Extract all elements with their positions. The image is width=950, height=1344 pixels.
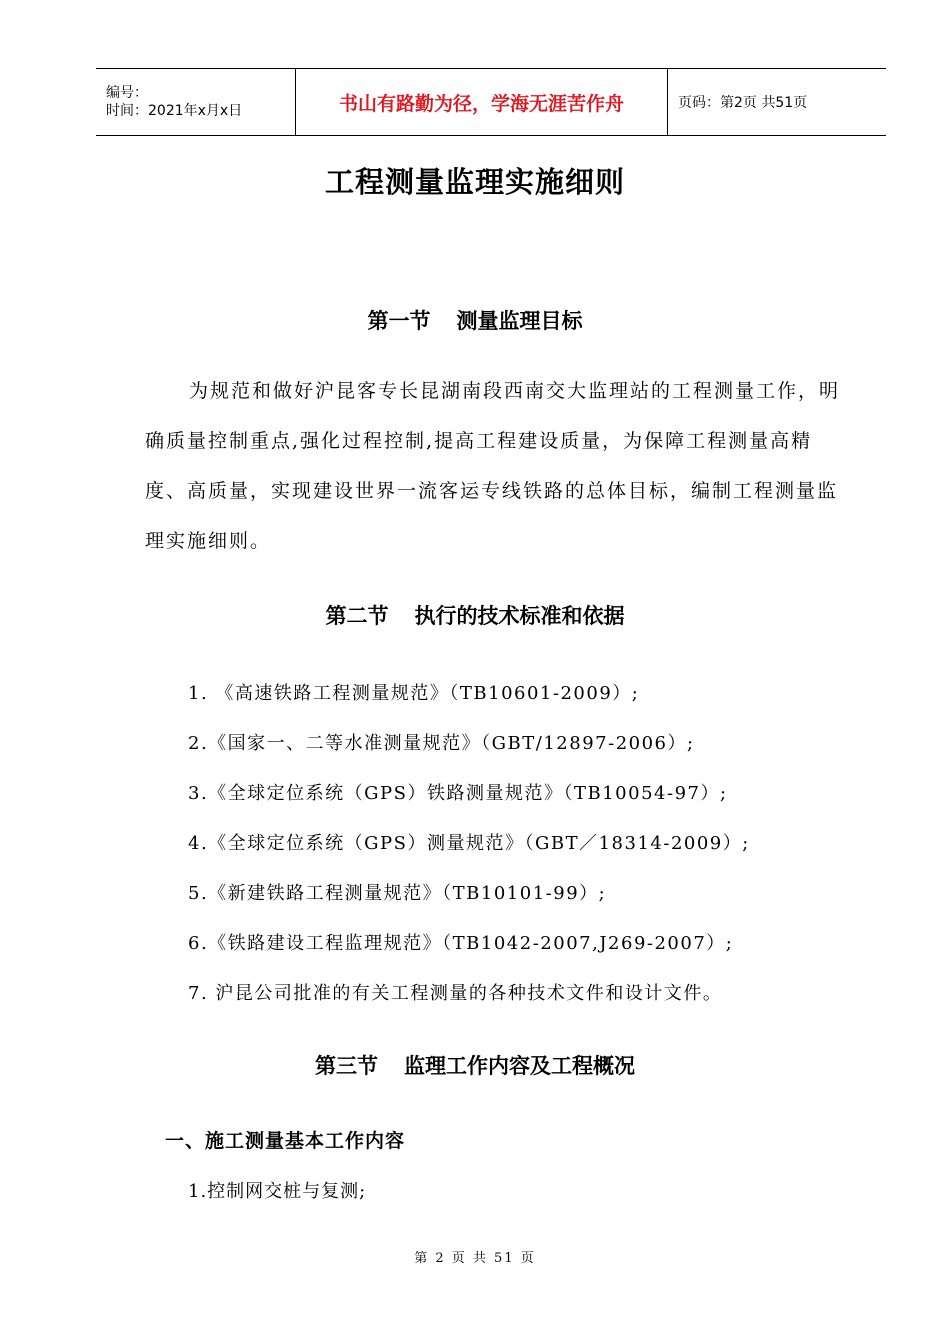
section-name: 执行的技术标准和依据 <box>414 603 625 628</box>
page-label: 页码：第2页 共51页 <box>678 95 808 111</box>
time-label: 时间：2021年x月x日 <box>106 103 243 119</box>
section-heading-1 <box>0 305 950 335</box>
list-item: 7. 沪昆公司批准的有关工程测量的各种技术文件和设计文件。 <box>188 983 723 1004</box>
section-number: 第一节 <box>367 308 431 333</box>
list-item: 2.《国家一、二等水准测量规范》（GBT/12897-2006）; <box>188 733 695 754</box>
list-item: 6.《铁路建设工程监理规范》（TB1042-2007,J269-2007）; <box>188 933 734 954</box>
header-page-cell <box>668 69 886 135</box>
list-item: 4.《全球定位系统（GPS）测量规范》（GBT／18314-2009）; <box>188 833 750 854</box>
header-left-cell <box>96 69 296 135</box>
section-name: 监理工作内容及工程概况 <box>404 1053 635 1078</box>
sub-list-item: 1.控制网交桩与复测; <box>188 1181 367 1202</box>
header-table <box>96 68 886 136</box>
motto-text: 书山有路勤为径，学海无涯苦作舟 <box>338 92 624 115</box>
paragraph-text: 为规范和做好沪昆客专长昆湖南段西南交大监理站的工程测量工作，明确质量控制重点,强化过程控制,提高工程建设质量，为保障工程测量高精度、高质量，实现建设世界一流客运专线铁路的总体目标，编制工程测量监理实施细则。 <box>145 380 841 552</box>
paragraph-goal <box>145 366 845 566</box>
section-heading-2 <box>0 600 950 630</box>
page-footer: 第 2 页 共 51 页 <box>414 1251 536 1266</box>
section-number: 第二节 <box>325 603 389 628</box>
list-item: 3.《全球定位系统（GPS）铁路测量规范》（TB10054-97）; <box>188 783 728 804</box>
list-item: 1. 《高速铁路工程测量规范》（TB10601-2009）; <box>188 683 640 704</box>
section-heading-3 <box>0 1050 950 1080</box>
section-number: 第三节 <box>315 1053 378 1078</box>
number-label: 编号： <box>106 85 148 101</box>
subheading: 一、施工测量基本工作内容 <box>165 1130 406 1152</box>
list-item: 5.《新建铁路工程测量规范》（TB10101-99）; <box>188 883 607 904</box>
section-name: 测量监理目标 <box>456 308 583 333</box>
document-title: 工程测量监理实施细则 <box>324 165 625 199</box>
header-motto-cell <box>296 69 668 135</box>
